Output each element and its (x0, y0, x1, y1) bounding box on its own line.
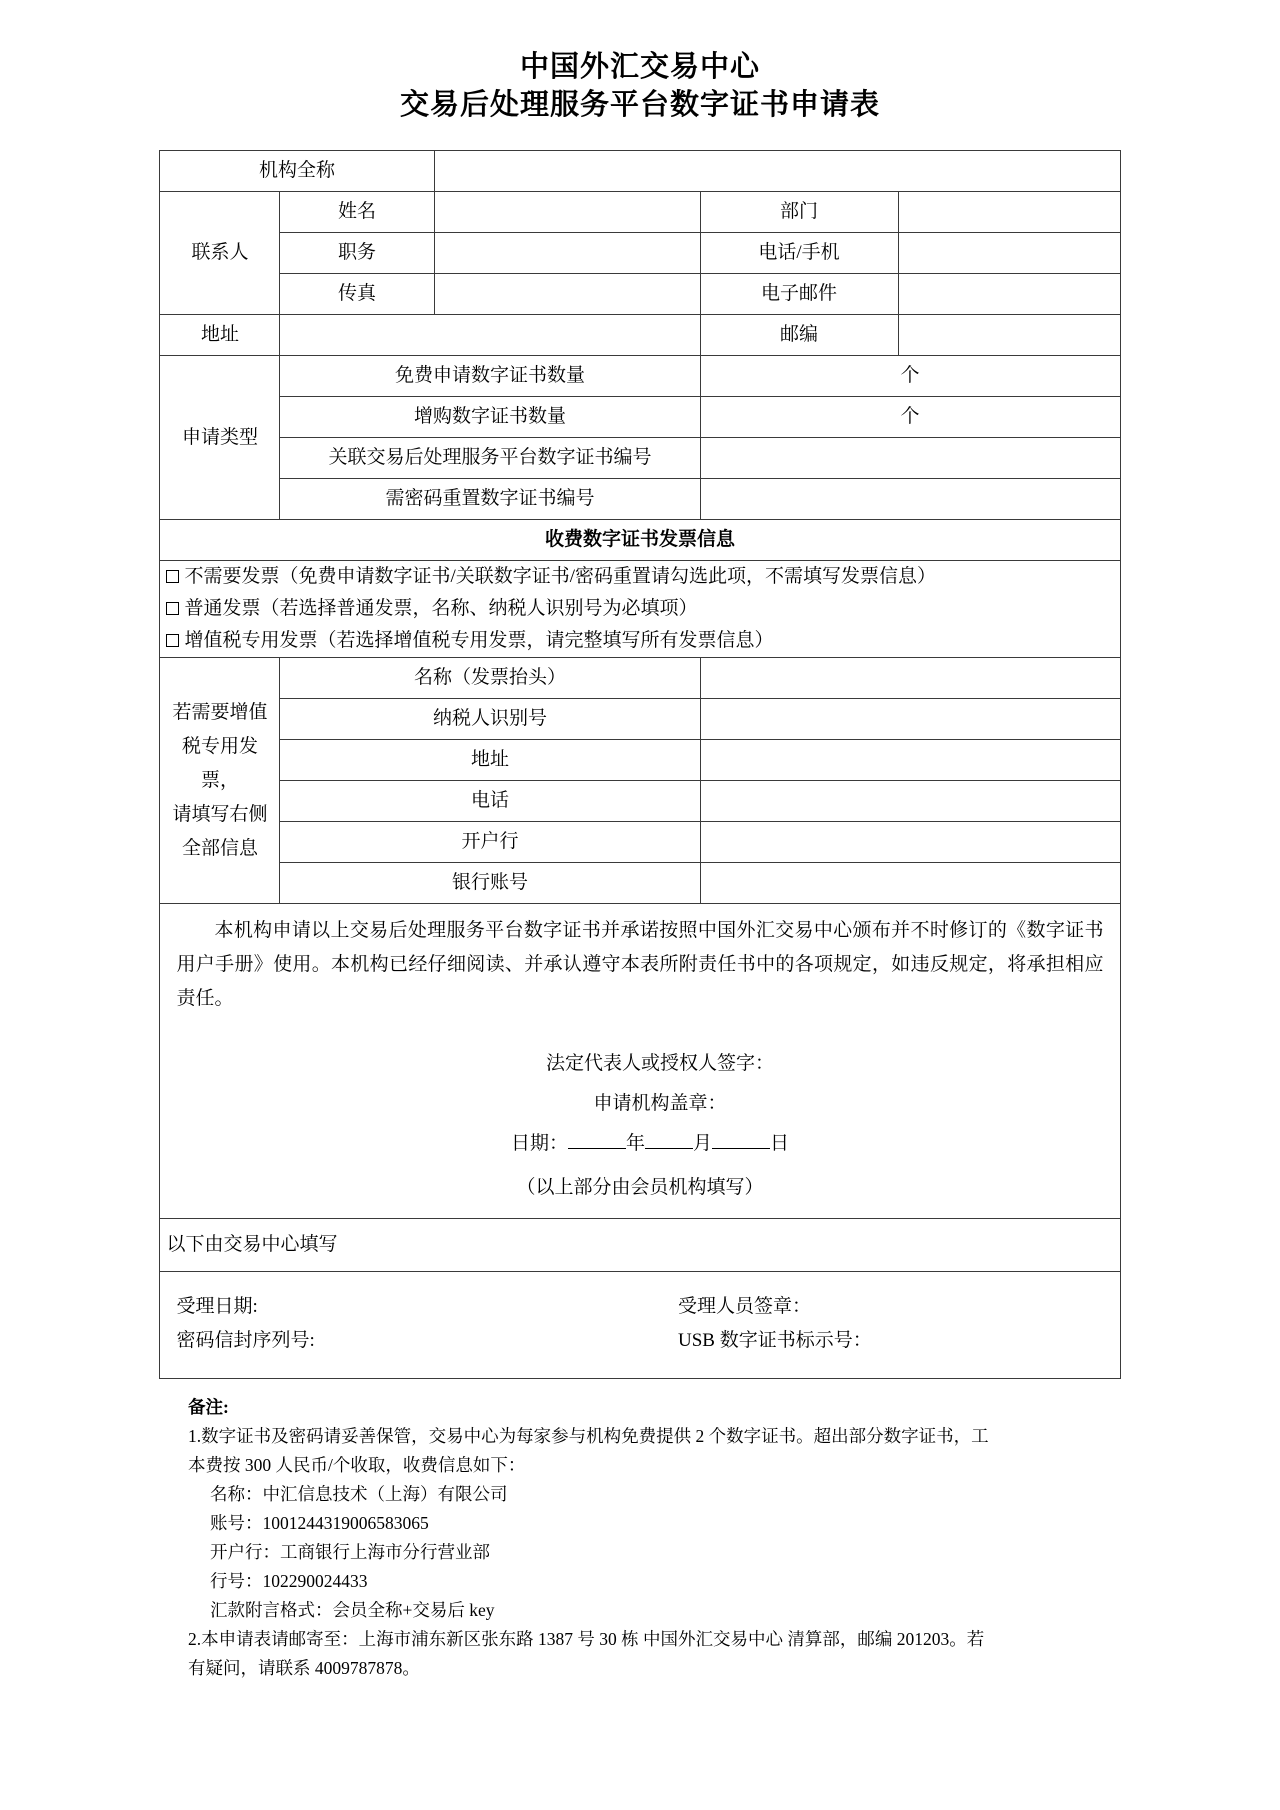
table-row-contact-3 (160, 274, 1120, 315)
contact-label: 联系人 (160, 192, 280, 315)
table-row-contact-1 (160, 192, 1120, 233)
remarks-block (188, 1393, 1068, 1683)
contact-fax-field[interactable] (434, 274, 700, 315)
org-seal-line[interactable]: 申请机构盖章： (593, 1093, 727, 1114)
table-row-vat-2 (160, 699, 1120, 740)
date-day-unit: 日 (770, 1133, 790, 1154)
table-row-center-fields (160, 1272, 1120, 1379)
signature-block (160, 1044, 1119, 1218)
vat-bank-label: 开户行 (280, 822, 700, 863)
linked-cert-number-field[interactable] (700, 438, 1120, 479)
free-cert-count-label: 免费申请数字证书数量 (280, 356, 700, 397)
table-row-apply-type-2 (160, 397, 1120, 438)
checkbox-icon[interactable] (166, 570, 179, 583)
apply-type-label: 申请类型 (160, 356, 280, 520)
address-label: 地址 (160, 315, 280, 356)
table-row-vat-4 (160, 781, 1120, 822)
contact-position-field[interactable] (434, 233, 700, 274)
declaration-text-block (160, 904, 1119, 1022)
contact-fax-label: 传真 (280, 274, 434, 315)
invoice-option-normal-invoice[interactable] (166, 593, 1113, 625)
contact-name-label: 姓名 (280, 192, 434, 233)
vat-note-line: 全部信息 (181, 837, 258, 859)
vat-phone-field[interactable] (700, 781, 1120, 822)
table-row-apply-type-3 (160, 438, 1120, 479)
linked-cert-number-label: 关联交易后处理服务平台数字证书编号 (280, 438, 700, 479)
remarks-payee-account: 账号：1001244319006583065 (210, 1513, 429, 1533)
invoice-option-no-invoice[interactable] (166, 561, 1113, 593)
vat-phone-label: 电话 (280, 781, 700, 822)
table-row-contact-2 (160, 233, 1120, 274)
declaration-cell (160, 904, 1120, 1219)
table-row-vat-1 (160, 658, 1120, 699)
receiver-signature-label[interactable]: 受理人员签章： (678, 1296, 812, 1317)
date-month-unit: 月 (693, 1133, 713, 1154)
vat-address-label: 地址 (280, 740, 700, 781)
table-row-address (160, 315, 1120, 356)
remarks-item1-line1: 1.数字证书及密码请妥善保管，交易中心为每家参与机构免费提供 2 个数字证书。超出部分数字证书，工 (188, 1426, 989, 1446)
checkbox-icon[interactable] (166, 602, 179, 615)
vat-taxid-field[interactable] (700, 699, 1120, 740)
extra-cert-count-label: 增购数字证书数量 (280, 397, 700, 438)
center-right-column (640, 1290, 1142, 1358)
remarks-payee-bank: 开户行：工商银行上海市分行营业部 (210, 1542, 490, 1562)
invoice-options-cell (160, 561, 1120, 658)
declaration-paragraph: 本机构申请以上交易后处理服务平台数字证书并承诺按照中国外汇交易中心颁布并不时修订的《数字证书用户手册》使用。本机构已经仔细阅读、并承认遵守本表所附责任书中的各项规定，如违反规定，将承担相应责任。 (176, 920, 1104, 1009)
reset-cert-number-field[interactable] (700, 479, 1120, 520)
vat-name-field[interactable] (700, 658, 1120, 699)
date-line[interactable] (176, 1124, 1103, 1164)
vat-name-label: 名称（发票抬头） (280, 658, 700, 699)
table-row-apply-type-4 (160, 479, 1120, 520)
envelope-serial-label[interactable]: 密码信封序列号: (176, 1330, 315, 1351)
invoice-option-label: 普通发票（若选择普通发票，名称、纳税人识别号为必填项） (184, 598, 698, 619)
date-month-blank[interactable] (645, 1148, 693, 1149)
postcode-field[interactable] (898, 315, 1120, 356)
title-line-1: 中国外汇交易中心 (519, 51, 760, 83)
address-field[interactable] (280, 315, 700, 356)
table-row-invoice-section-title (160, 520, 1120, 561)
contact-email-field[interactable] (898, 274, 1120, 315)
center-left-column (176, 1290, 640, 1358)
reset-cert-number-label: 需密码重置数字证书编号 (280, 479, 700, 520)
invoice-option-vat-invoice[interactable] (166, 625, 1113, 657)
vat-bank-field[interactable] (700, 822, 1120, 863)
date-prefix: 日期： (510, 1133, 568, 1154)
application-form-table (159, 150, 1120, 1379)
table-row-center-section-title (160, 1219, 1120, 1272)
legal-rep-signature-line[interactable]: 法定代表人或授权人签字： (545, 1053, 774, 1074)
title-line-2: 交易后处理服务平台数字证书申请表 (399, 89, 880, 121)
center-receive-block (160, 1272, 1119, 1378)
table-row-invoice-options (160, 561, 1120, 658)
contact-phone-field[interactable] (898, 233, 1120, 274)
contact-department-label: 部门 (700, 192, 898, 233)
center-fields-cell (160, 1272, 1120, 1379)
vat-account-field[interactable] (700, 863, 1120, 904)
contact-name-field[interactable] (434, 192, 700, 233)
vat-note-line: 请填写右侧 (172, 803, 268, 825)
vat-note-line: 若需要增值 (172, 701, 268, 723)
vat-taxid-label: 纳税人识别号 (280, 699, 700, 740)
document-title (0, 0, 1280, 124)
contact-phone-label: 电话/手机 (700, 233, 898, 274)
vat-note-label (160, 658, 280, 904)
checkbox-icon[interactable] (166, 634, 179, 647)
table-row-apply-type-1 (160, 356, 1120, 397)
remarks-item2-line2: 有疑问，请联系 4009787878。 (188, 1658, 420, 1678)
vat-note-line: 税专用发票， (181, 735, 258, 791)
remarks-item2-line1: 2.本申请表请邮寄至：上海市浦东新区张东路 1387 号 30 栋 中国外汇交易中心 清算部，邮编 201203。若 (188, 1629, 985, 1649)
remarks-item1-line2: 本费按 300 人民币/个收取，收费信息如下： (188, 1455, 526, 1475)
date-day-blank[interactable] (712, 1148, 770, 1149)
invoice-option-label: 增值税专用发票（若选择增值税专用发票，请完整填写所有发票信息） (184, 630, 774, 651)
org-name-field[interactable] (434, 151, 1120, 192)
date-year-blank[interactable] (568, 1148, 626, 1149)
usb-cert-mark-label[interactable]: USB 数字证书标示号： (678, 1330, 872, 1351)
contact-department-field[interactable] (898, 192, 1120, 233)
vat-address-field[interactable] (700, 740, 1120, 781)
table-row-vat-5 (160, 822, 1120, 863)
extra-cert-count-field[interactable]: 个 (700, 397, 1120, 438)
free-cert-count-field[interactable]: 个 (700, 356, 1120, 397)
remarks-remittance-memo: 汇款附言格式：会员全称+交易后 key (210, 1600, 495, 1620)
contact-position-label: 职务 (280, 233, 434, 274)
vat-account-label: 银行账号 (280, 863, 700, 904)
table-row-vat-3 (160, 740, 1120, 781)
receive-date-label[interactable]: 受理日期: (176, 1296, 258, 1317)
postcode-label: 邮编 (700, 315, 898, 356)
table-row-vat-6 (160, 863, 1120, 904)
contact-email-label: 电子邮件 (700, 274, 898, 315)
table-row-org-name (160, 151, 1120, 192)
remarks-payee-name: 名称：中汇信息技术（上海）有限公司 (210, 1484, 508, 1504)
remarks-title: 备注: (188, 1397, 229, 1417)
remarks-payee-bankcode: 行号：102290024433 (210, 1571, 368, 1591)
date-year-unit: 年 (625, 1133, 645, 1154)
filled-by-member-note: （以上部分由会员机构填写） (516, 1177, 764, 1198)
org-name-label: 机构全称 (160, 151, 434, 192)
invoice-option-label: 不需要发票（免费申请数字证书/关联数字证书/密码重置请勾选此项，不需填写发票信息） (184, 566, 937, 587)
invoice-section-title: 收费数字证书发票信息 (160, 520, 1120, 561)
table-row-declaration (160, 904, 1120, 1219)
filled-by-center-label: 以下由交易中心填写 (160, 1219, 1120, 1272)
